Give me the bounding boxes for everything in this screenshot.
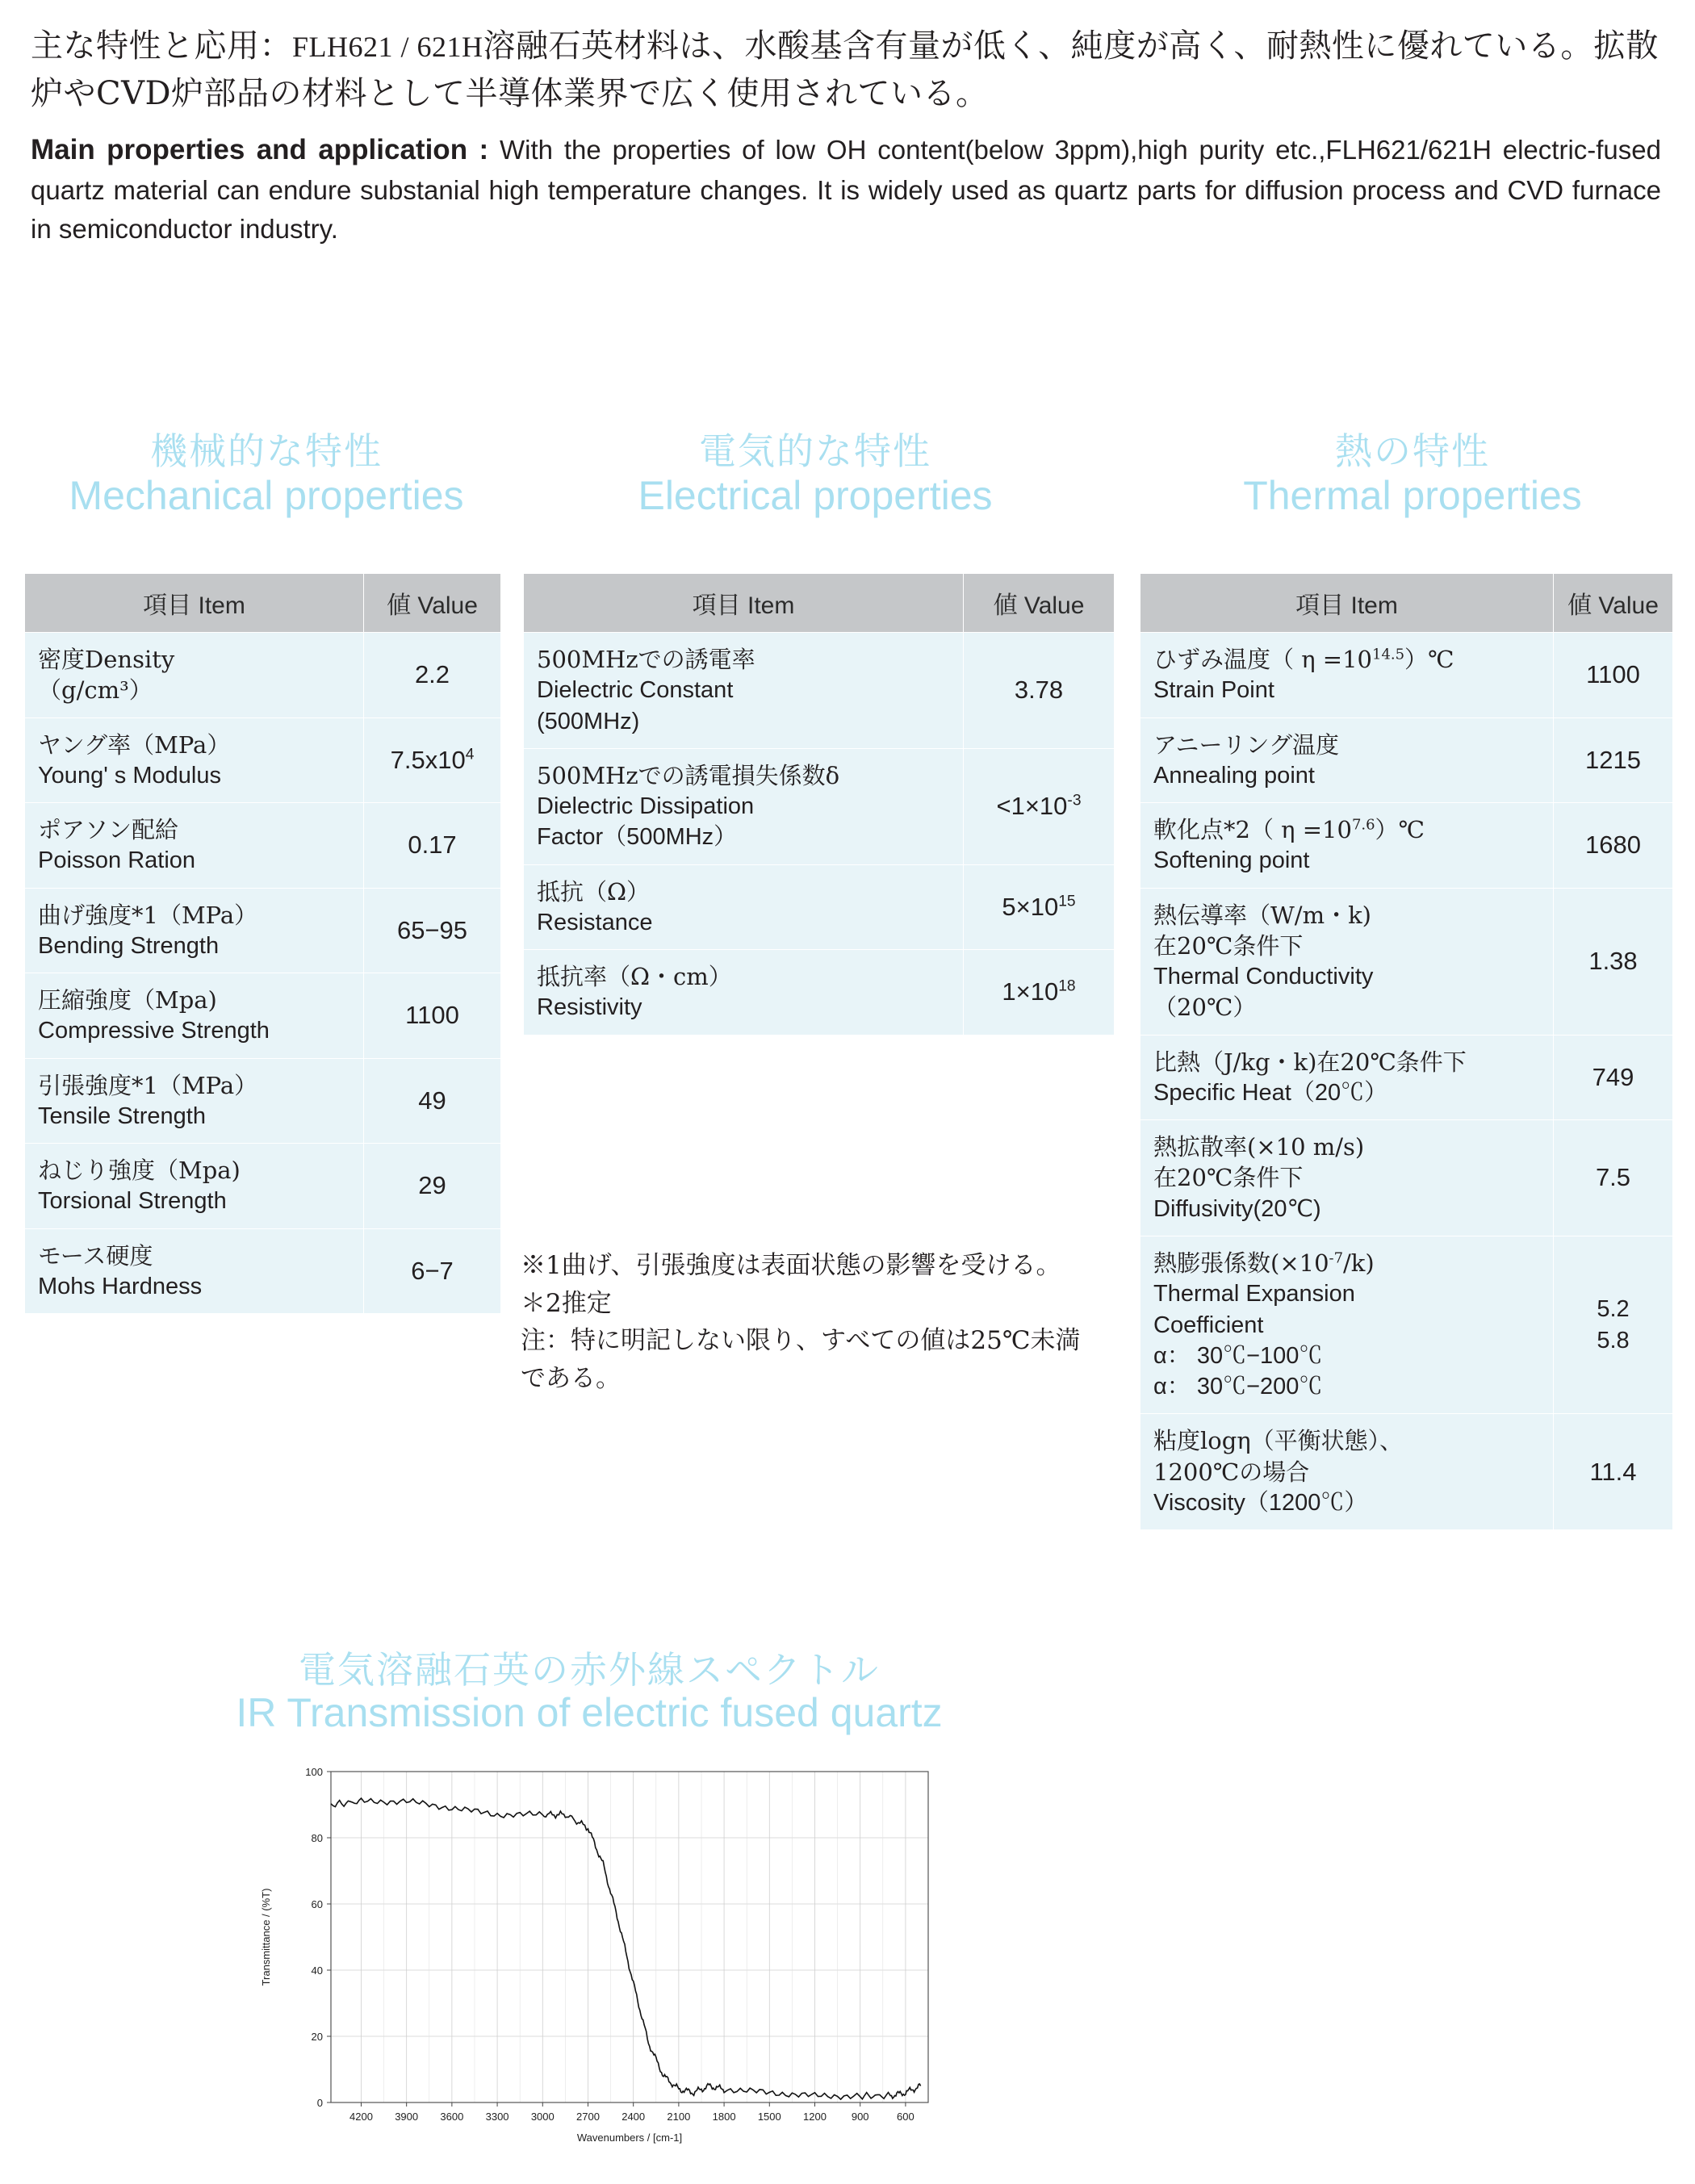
chart-background [242, 1755, 969, 2159]
row-label [524, 864, 964, 950]
row-value: 2.2 [364, 633, 501, 718]
row-label [524, 748, 964, 864]
row-label-jp: ねじり強度（Mpa) [38, 1157, 241, 1185]
svg-text:1200: 1200 [803, 2111, 827, 2123]
table-row [524, 633, 1115, 749]
ir-chart-heading [113, 1648, 1065, 1735]
footnote-2: ＊2推定 [521, 1288, 612, 1318]
row-value: 3.78 [964, 633, 1115, 749]
row-label-jp: 引張強度*1（MPa） [38, 1071, 258, 1099]
row-label-en4: α： 30℃−200℃ [1153, 1374, 1323, 1400]
row-label-jp-tail: ）℃ [1404, 646, 1454, 673]
intro-en-text: With the properties of low OH content(below 3ppm),high purity etc.,FLH621/621H electric-fused quartz material can endure substanial high temperature changes. It is widely used as quartz parts for diffusion process and CVD furnace in semiconductor industry. [31, 135, 1661, 245]
svg-text:100: 100 [305, 1766, 323, 1778]
row-label-en: Compressive Strength [38, 1018, 270, 1044]
row-label [1140, 1120, 1554, 1236]
row-value-text: 1×10 [1002, 977, 1059, 1006]
row-label [1140, 1035, 1554, 1120]
row-value: 1215 [1554, 718, 1673, 803]
mechanical-header-item [25, 574, 364, 633]
table-row [25, 718, 501, 803]
row-label [25, 803, 364, 889]
row-value: 1.38 [1554, 888, 1673, 1035]
ir-chart-heading-en: IR Transmission of electric fused quartz [236, 1689, 943, 1735]
row-label [1140, 803, 1554, 889]
row-label-jp-exp: -7 [1329, 1249, 1344, 1267]
table-row [524, 748, 1115, 864]
electrical-header-item-text: 項目 Item [692, 592, 795, 619]
intro-block [31, 23, 1661, 249]
row-label-en: Poisson Ration [38, 847, 196, 874]
row-label-jp: アニーリング温度 [1153, 730, 1339, 759]
row-label [25, 1228, 364, 1314]
row-value-exp: 4 [465, 746, 475, 764]
mechanical-table [24, 573, 501, 1314]
row-label-en: Bending Strength [38, 932, 220, 959]
row-label [25, 888, 364, 973]
row-value: 749 [1554, 1035, 1673, 1120]
svg-text:900: 900 [851, 2111, 869, 2123]
row-label [25, 718, 364, 803]
svg-text:20: 20 [311, 2031, 323, 2043]
row-label-jp: ポアソン配給 [38, 816, 179, 844]
row-label-en: Annealing point [1153, 762, 1315, 789]
table-row [1140, 803, 1673, 889]
row-label-jp: ヤング率（MPa） [38, 730, 231, 759]
mechanical-heading [0, 429, 533, 518]
thermal-header-item-text: 項目 Item [1295, 592, 1398, 619]
row-label-jp: 500MHzでの誘電率 [537, 646, 755, 673]
row-label-jp-tail: /k) [1343, 1249, 1375, 1277]
row-label-en: Strain Point [1153, 677, 1274, 704]
footnote-1: ※1曲げ、引張強度は表面状態の影響を受ける。 [521, 1251, 1061, 1280]
row-label-en: Resistance [537, 909, 653, 935]
row-label-jp [1153, 814, 1540, 845]
svg-text:2700: 2700 [576, 2111, 600, 2123]
row-label-en: Mohs Hardness [38, 1273, 203, 1299]
row-label-jp: 粘度logη（平衡状態）、 [1153, 1427, 1404, 1455]
svg-text:60: 60 [311, 1898, 323, 1910]
row-label-en3: α： 30℃−100℃ [1153, 1342, 1323, 1369]
row-label-jp2: 1200℃の場合 [1153, 1458, 1310, 1486]
table-row [1140, 1035, 1673, 1120]
row-label-en: Viscosity（1200℃） [1153, 1489, 1368, 1516]
thermal-heading-en: Thermal properties [1243, 472, 1582, 518]
row-label-en: Young' s Modulus [38, 762, 221, 789]
table-row [25, 633, 501, 718]
electrical-heading-en: Electrical properties [638, 472, 993, 518]
table-row [1140, 718, 1673, 803]
row-value: 1100 [1554, 633, 1673, 718]
row-label-en: Dielectric Constant [537, 677, 734, 704]
svg-text:2400: 2400 [622, 2111, 646, 2123]
row-value: 7.5 [1554, 1120, 1673, 1236]
table-row [1140, 1120, 1673, 1236]
svg-text:0: 0 [316, 2097, 323, 2109]
thermal-header-value-text: 値 Value [1567, 592, 1659, 619]
svg-text:40: 40 [311, 1964, 323, 1977]
row-value: 1100 [364, 973, 501, 1059]
row-label-en: Specific Heat（20℃） [1153, 1079, 1388, 1106]
table-row [25, 973, 501, 1059]
row-value-exp: 18 [1058, 977, 1076, 995]
svg-text:4200: 4200 [349, 2111, 373, 2123]
row-label-jp: 曲げ強度*1（MPa） [38, 901, 258, 929]
mechanical-header-value-text: 値 Value [387, 592, 478, 619]
row-label-jp-exp: 7.6 [1351, 816, 1375, 834]
row-value-text: 7.5x10 [390, 745, 466, 774]
ir-chart-svg [242, 1755, 969, 2159]
ir-chart-heading-jp: 電気溶融石英の赤外線スペクトル [299, 1648, 880, 1692]
row-label-en: Softening point [1153, 847, 1310, 874]
row-label-en2: Coefficient [1153, 1312, 1264, 1338]
row-label [25, 973, 364, 1059]
row-label-en: Torsional Strength [38, 1188, 227, 1215]
row-value-text: 5×10 [1002, 892, 1059, 921]
table-row [524, 864, 1115, 950]
row-label-jp-text: 軟化点*2（ η =10 [1153, 816, 1352, 844]
row-value: 65−95 [364, 888, 501, 973]
intro-en-label: Main properties and application : [31, 134, 489, 166]
row-value [1554, 1236, 1673, 1413]
row-label [1140, 888, 1554, 1035]
table-row [25, 1228, 501, 1314]
row-label-en2: (500MHz) [537, 708, 640, 734]
row-label-jp2: 在20℃条件下 [1153, 931, 1304, 960]
table-row [25, 803, 501, 889]
row-label-jp: 比熱（J/kg・k)在20℃条件下 [1153, 1048, 1467, 1076]
chart-x-axis-label: Wavenumbers / [cm-1] [576, 2132, 683, 2144]
row-label-jp2: （g/cm³） [38, 676, 153, 705]
table-header-row [25, 574, 501, 633]
row-value: 6−7 [364, 1228, 501, 1314]
row-label [1140, 718, 1554, 803]
svg-text:3900: 3900 [395, 2111, 419, 2123]
row-label-jp-text: ひずみ温度（ η =10 [1153, 646, 1373, 673]
row-label [1140, 1236, 1554, 1413]
row-label-en: Diffusivity(20℃) [1153, 1195, 1321, 1222]
row-value: 49 [364, 1058, 501, 1144]
intro-jp-label: 主な特性と応用： [31, 27, 292, 65]
row-label-jp: 密度Density [38, 646, 175, 673]
thermal-heading [1130, 429, 1695, 518]
row-value [364, 718, 501, 803]
table-row [25, 1058, 501, 1144]
electrical-header-item [524, 574, 964, 633]
svg-text:1500: 1500 [757, 2111, 781, 2123]
row-value: 0.17 [364, 803, 501, 889]
intro-jp-text: 溶融石英材料は、水酸基含有量が低く、純度が高く、耐熱性に優れている。拡散炉やCVD炉部品の材料として半導体業界で広く使用されている。 [31, 27, 1659, 113]
row-label-jp: 抵抗率（Ω・cm） [537, 963, 732, 991]
row-label-jp-tail: ）℃ [1375, 816, 1425, 844]
ir-transmission-chart [242, 1755, 969, 2159]
footnotes [521, 1247, 1098, 1397]
electrical-table [523, 573, 1115, 1036]
table-header-row [524, 574, 1115, 633]
mechanical-header-item-text: 項目 Item [143, 592, 245, 619]
svg-text:600: 600 [897, 2111, 914, 2123]
row-label [25, 1058, 364, 1144]
table-row [1140, 633, 1673, 718]
row-value-exp: 15 [1058, 893, 1076, 910]
table-row [524, 950, 1115, 1036]
intro-jp-code: FLH621 / 621H [292, 31, 483, 63]
row-value-text: 5.2 [1597, 1296, 1630, 1323]
electrical-header-value [964, 574, 1115, 633]
svg-text:2100: 2100 [667, 2111, 691, 2123]
row-label-en2: Factor（500MHz） [537, 824, 738, 851]
svg-text:80: 80 [311, 1832, 323, 1844]
mechanical-heading-en: Mechanical properties [69, 472, 464, 518]
table-row [1140, 888, 1673, 1035]
row-label-jp: モース硬度 [38, 1241, 153, 1270]
row-label-jp: 抵抗（Ω） [537, 877, 651, 906]
chart-y-axis-label: Transmittance / (%T) [260, 1888, 272, 1986]
thermal-table [1140, 573, 1673, 1530]
row-value: 11.4 [1554, 1414, 1673, 1530]
row-value-exp: -3 [1067, 792, 1082, 810]
row-label [25, 1144, 364, 1229]
row-label [1140, 633, 1554, 718]
row-label-en: Thermal Conductivity [1153, 964, 1374, 990]
electrical-heading-jp: 電気的な特性 [699, 429, 931, 473]
electrical-heading [517, 429, 1114, 518]
row-value [964, 864, 1115, 950]
row-label-jp [1153, 1248, 1540, 1278]
row-label-jp: 熱伝導率（W/m・k) [1153, 901, 1371, 929]
thermal-header-item [1140, 574, 1554, 633]
electrical-header-value-text: 値 Value [993, 592, 1085, 619]
intro-japanese [31, 23, 1661, 118]
row-value: 29 [364, 1144, 501, 1229]
thermal-header-value [1554, 574, 1673, 633]
row-label-jp: 500MHzでの誘電損失係数δ [537, 761, 840, 789]
row-label [25, 633, 364, 718]
mechanical-header-value [364, 574, 501, 633]
svg-text:3000: 3000 [530, 2111, 555, 2123]
thermal-heading-jp: 熱の特性 [1335, 429, 1490, 473]
row-value-text: <1×10 [996, 792, 1068, 821]
row-label-en: Resistivity [537, 994, 642, 1021]
row-value: 1680 [1554, 803, 1673, 889]
table-row [25, 1144, 501, 1229]
row-label-jp [1153, 644, 1540, 675]
table-header-row [1140, 574, 1673, 633]
svg-text:3300: 3300 [485, 2111, 509, 2123]
row-label-jp: 圧縮強度（Mpa) [38, 986, 217, 1015]
row-label-jp-exp: 14.5 [1372, 646, 1405, 663]
row-label-jp2: 在20℃条件下 [1153, 1164, 1304, 1192]
table-row [1140, 1236, 1673, 1413]
row-label-en2: （20℃） [1153, 994, 1257, 1022]
row-label-jp-text: 熱膨張係数(×10 [1153, 1249, 1329, 1277]
svg-text:1800: 1800 [712, 2111, 736, 2123]
table-row [25, 888, 501, 973]
table-row [1140, 1414, 1673, 1530]
row-label-en: Dielectric Dissipation [537, 793, 755, 820]
row-value [964, 748, 1115, 864]
row-value [964, 950, 1115, 1036]
row-label-en: Thermal Expansion [1153, 1281, 1355, 1307]
row-label [1140, 1414, 1554, 1530]
row-label-jp: 熱拡散率(×10 m/s) [1153, 1133, 1365, 1161]
row-value-text2: 5.8 [1597, 1327, 1630, 1353]
intro-english [31, 129, 1661, 249]
footnote-3: 注：特に明記しない限り、すべての値は25℃未満である。 [521, 1326, 1081, 1393]
row-label [524, 633, 964, 749]
svg-text:3600: 3600 [440, 2111, 464, 2123]
row-label [524, 950, 964, 1036]
mechanical-heading-jp: 機械的な特性 [150, 429, 383, 473]
row-label-en: Tensile Strength [38, 1102, 206, 1129]
